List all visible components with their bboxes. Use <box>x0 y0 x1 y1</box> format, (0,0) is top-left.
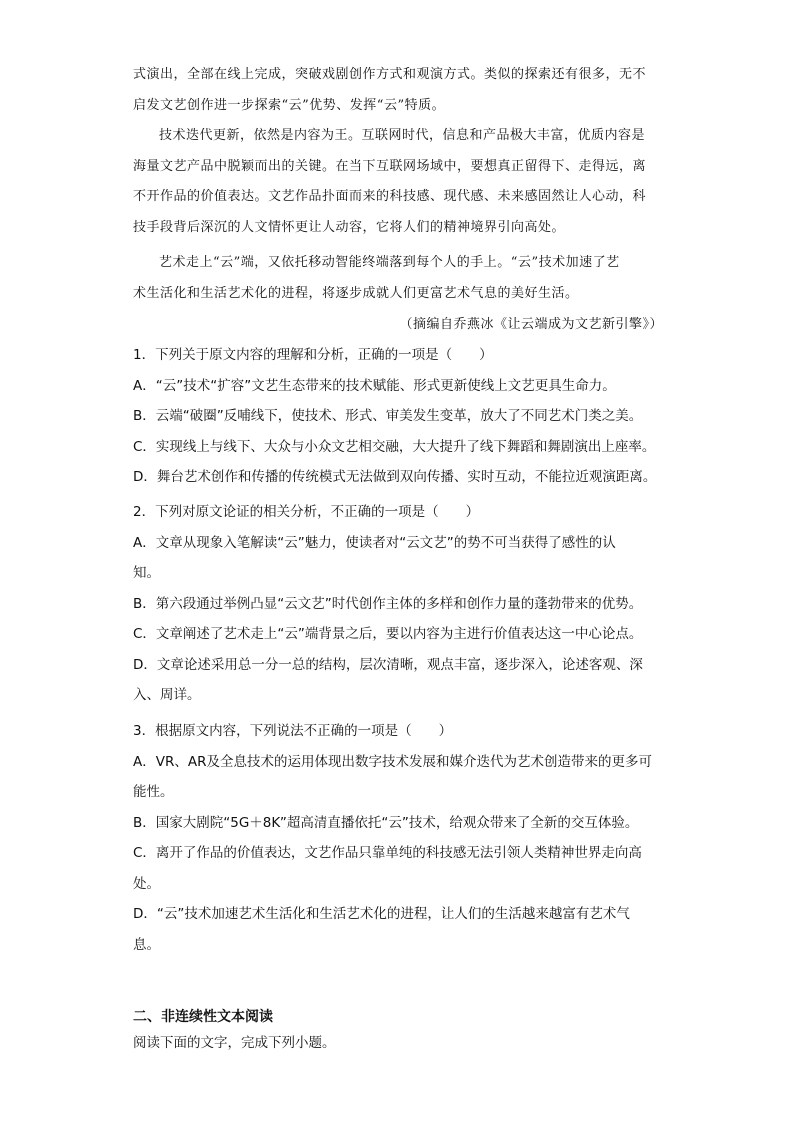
option-b: B．第六段通过举例凸显“云文艺”时代创作主体的多样和创作力量的蓬勃带来的优势。 <box>133 595 643 612</box>
paragraph <box>133 121 663 243</box>
text-line: 式演出，全部在线上完成，突破戏剧创作方式和观演方式。类似的探索还有很多，无不 <box>133 67 647 82</box>
question-2 <box>133 497 663 711</box>
section-intro: 阅读下面的文字，完成下列小题。 <box>133 1035 336 1051</box>
option-c: C．文章阐述了艺术走上“云”端背景之后，要以内容为主进行价值表达这一中心论点。 <box>133 626 643 642</box>
passage-paragraph-tech <box>133 121 663 243</box>
paragraph <box>133 248 663 309</box>
option-b: B．云端“破圈”反哺线下，使技术、形式、审美发生变革，放大了不同艺术门类之美。 <box>133 408 643 424</box>
question-1 <box>133 340 663 493</box>
passage-paragraph-art <box>133 248 663 309</box>
text-line: 艺术走上“云”端，又依托移动智能终端落到每个人的手上。“云”技术加速了艺 <box>159 255 620 270</box>
option-c: C．离开了作品的价值表达，文艺作品只靠单纯的科技感无法引领人类精神世界走向高 <box>133 845 642 861</box>
text-line: 启发文艺创作进一步探索“云”优势、发挥“云”特质。 <box>133 97 446 113</box>
option-c: C．实现线上与线下、大众与小众文艺相交融，大大提升了线下舞蹈和舞剧演出上座率。 <box>133 438 656 455</box>
option-a-cont: 能性。 <box>133 784 174 800</box>
option-a: A．VR、AR及全息技术的运用体现出数字技术发展和媒介迭代为艺术创造带来的更多可 <box>133 753 652 770</box>
option-a: A．“云”技术“扩容”文艺生态带来的技术赋能、形式更新使线上文艺更具生命力。 <box>133 377 616 394</box>
text-line: 技术迭代更新，依然是内容为王。互联网时代，信息和产品极大丰富，优质内容是 <box>159 128 646 143</box>
option-d: D．文章论述采用总一分一总的结构，层次清晰，观点丰富，逐步深入，论述客观、深 <box>133 656 643 673</box>
text-line: 技手段背后深沉的人文情怀更让人动容，它将人们的精神境界引向高处。 <box>133 219 566 235</box>
text-line: 术生活化和生活艺术化的进程，将逐步成就人们更富艺术气息的美好生活。 <box>133 285 579 301</box>
option-d-cont: 入、周详。 <box>133 687 201 703</box>
option-d-cont: 息。 <box>133 936 160 953</box>
question-stem: 3．根据原文内容，下列说法不正确的一项是（ ） <box>133 723 453 739</box>
text-line: 海量文艺产品中脱颖而出的关键。在当下互联网场域中，要想真正留得下、走得远，离 <box>133 158 647 174</box>
question-3 <box>133 716 663 960</box>
option-d: D．舞台艺术创作和传播的传统模式无法做到双向传播、实时互动，不能拉近观演距离。 <box>133 469 657 485</box>
section-title: 二、非连续性文本阅读 <box>133 1009 273 1025</box>
option-d: D．“云”技术加速艺术生活化和生活艺术化的进程，让人们的生活越来越富有艺术气 <box>133 906 630 922</box>
option-a: A．文章从现象入笔解读“云”魅力，使读者对“云文艺”的势不可当获得了感性的认 <box>133 534 616 551</box>
option-a-cont: 知。 <box>133 565 160 581</box>
question-stem: 1．下列关于原文内容的理解和分析，正确的一项是（ ） <box>133 347 493 363</box>
question-stem: 2．下列对原文论证的相关分析，不正确的一项是（ ） <box>133 504 480 520</box>
passage-source: （摘编自乔燕冰《让云端成为文艺新引擎》） <box>399 317 663 332</box>
paragraph <box>133 60 663 121</box>
option-b: B．国家大剧院“5G＋8K”超高清直播依托“云”技术，给观众带来了全新的交互体验。 <box>133 814 639 831</box>
option-c-cont: 处。 <box>133 875 160 892</box>
passage-paragraph-continued <box>133 60 663 121</box>
text-line: 不开作品的价值表达。文艺作品扑面而来的科技感、现代感、未来感固然让人心动，科 <box>133 189 647 204</box>
